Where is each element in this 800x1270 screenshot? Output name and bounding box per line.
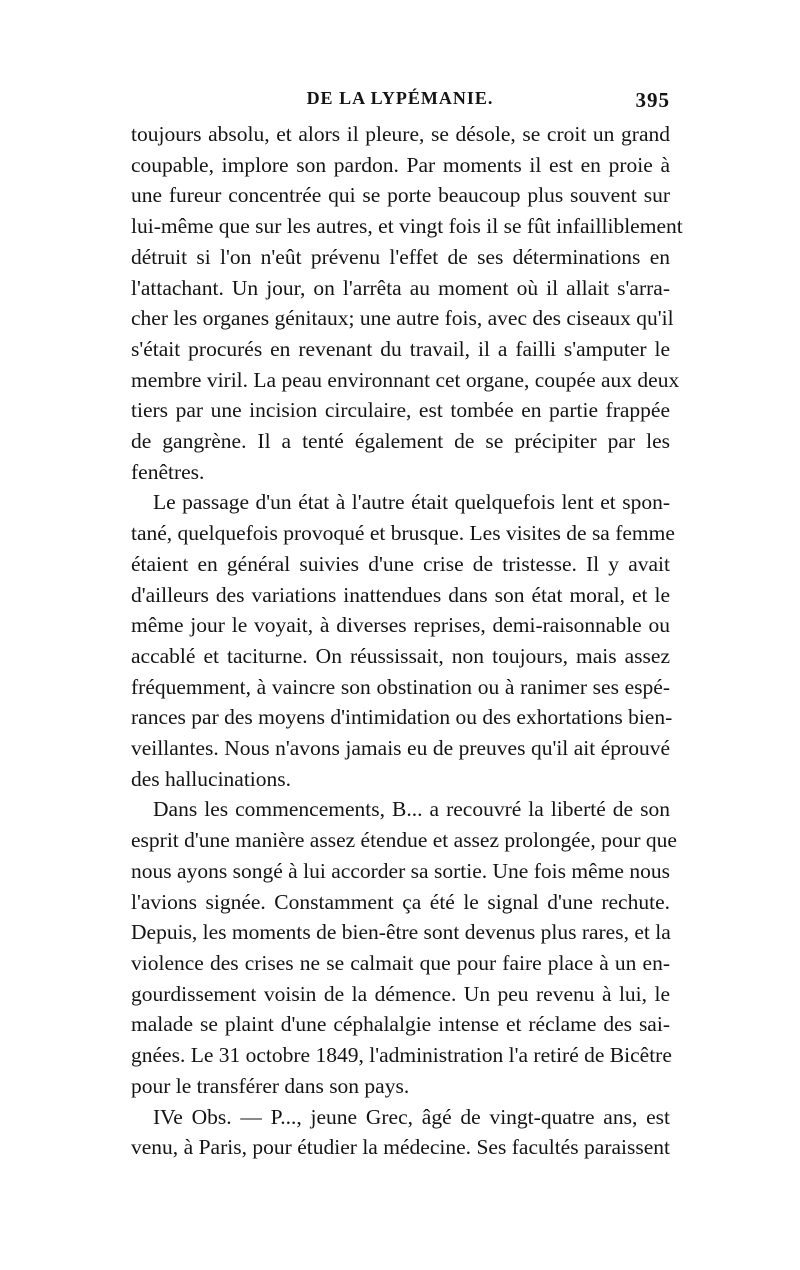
- body-text: [131, 119, 683, 1163]
- paragraph-symptoms: [131, 119, 683, 487]
- text-line: fréquemment, à vaincre son obstination ou à ranimer ses espé-: [131, 674, 670, 699]
- text-line: nous ayons songé à lui accorder sa sortie. Une fois même nous: [131, 858, 670, 883]
- text-line: veillantes. Nous n'avons jamais eu de preuves qu'il ait éprouvé: [131, 736, 670, 761]
- text-line: étaient en général suivies d'une crise de tristesse. Il y avait: [131, 551, 670, 576]
- text-line: Le passage d'un état à l'autre était quelquefois lent et spon-: [153, 490, 670, 515]
- text-line: l'attachant. Un jour, on l'arrêta au moment où il allait s'arra-: [131, 275, 670, 300]
- page-header: [130, 88, 670, 118]
- text-line: tané, quelquefois provoqué et brusque. Les visites de sa femme: [131, 521, 675, 546]
- text-line: violence des crises ne se calmait que pour faire place à un en-: [131, 950, 670, 975]
- text-line: coupable, implore son pardon. Par moments il est en proie à: [131, 152, 670, 177]
- text-line: venu, à Paris, pour étudier la médecine. Ses facultés paraissent: [131, 1135, 670, 1160]
- paragraph-observation-iv: [131, 1102, 670, 1163]
- paragraph-beginnings: [131, 794, 677, 1101]
- text-line: une fureur concentrée qui se porte beaucoup plus souvent sur: [131, 183, 670, 208]
- text-line: gnées. Le 31 octobre 1849, l'administration l'a retiré de Bicêtre: [131, 1043, 672, 1068]
- text-line: toujours absolu, et alors il pleure, se désole, se croit un grand: [131, 122, 670, 146]
- text-line: l'avions signée. Constamment ça été le signal d'une rechute.: [131, 889, 670, 914]
- text-line: Depuis, les moments de bien-être sont devenus plus rares, et la: [131, 920, 671, 945]
- text-line: même jour le voyait, à diverses reprises, demi-raisonnable ou: [131, 613, 670, 638]
- text-line: d'ailleurs des variations inattendues dans son état moral, et le: [131, 582, 670, 607]
- text-line: Dans les commencements, B... a recouvré la liberté de son: [153, 797, 670, 822]
- text-line: membre viril. La peau environnant cet organe, coupée aux deux: [131, 367, 680, 392]
- page-number: 395: [635, 88, 670, 112]
- text-line: accablé et taciturne. On réussissait, non toujours, mais assez: [131, 643, 670, 668]
- text-line: des hallucinations.: [131, 766, 292, 791]
- text-line: fenêtres.: [131, 459, 205, 484]
- text-line: lui-même que sur les autres, et vingt fois il se fût infailliblement: [131, 214, 683, 239]
- text-line: tiers par une incision circulaire, est tombée en partie frappée: [131, 398, 670, 423]
- text-line: de gangrène. Il a tenté également de se précipiter par les: [131, 429, 670, 454]
- text-line: gourdissement voisin de la démence. Un peu revenu à lui, le: [131, 981, 670, 1006]
- text-line: détruit si l'on n'eût prévenu l'effet de ses déterminations en: [131, 244, 670, 269]
- running-title: DE LA LYPÉMANIE.: [306, 88, 494, 108]
- text-line: pour le transférer dans son pays.: [131, 1073, 410, 1098]
- text-line: IVe Obs. — P..., jeune Grec, âgé de vingt-quatre ans, est: [153, 1104, 670, 1129]
- text-line: cher les organes génitaux; une autre fois, avec des ciseaux qu'il: [131, 306, 674, 331]
- text-line: malade se plaint d'une céphalalgie intense et réclame des sai-: [131, 1012, 670, 1037]
- text-line: rances par des moyens d'intimidation ou des exhortations bien-: [131, 705, 673, 730]
- text-line: esprit d'une manière assez étendue et assez prolongée, pour que: [131, 828, 677, 853]
- paragraph-passage: [131, 487, 675, 794]
- text-line: s'était procurés en revenant du travail, il a failli s'amputer le: [131, 336, 670, 361]
